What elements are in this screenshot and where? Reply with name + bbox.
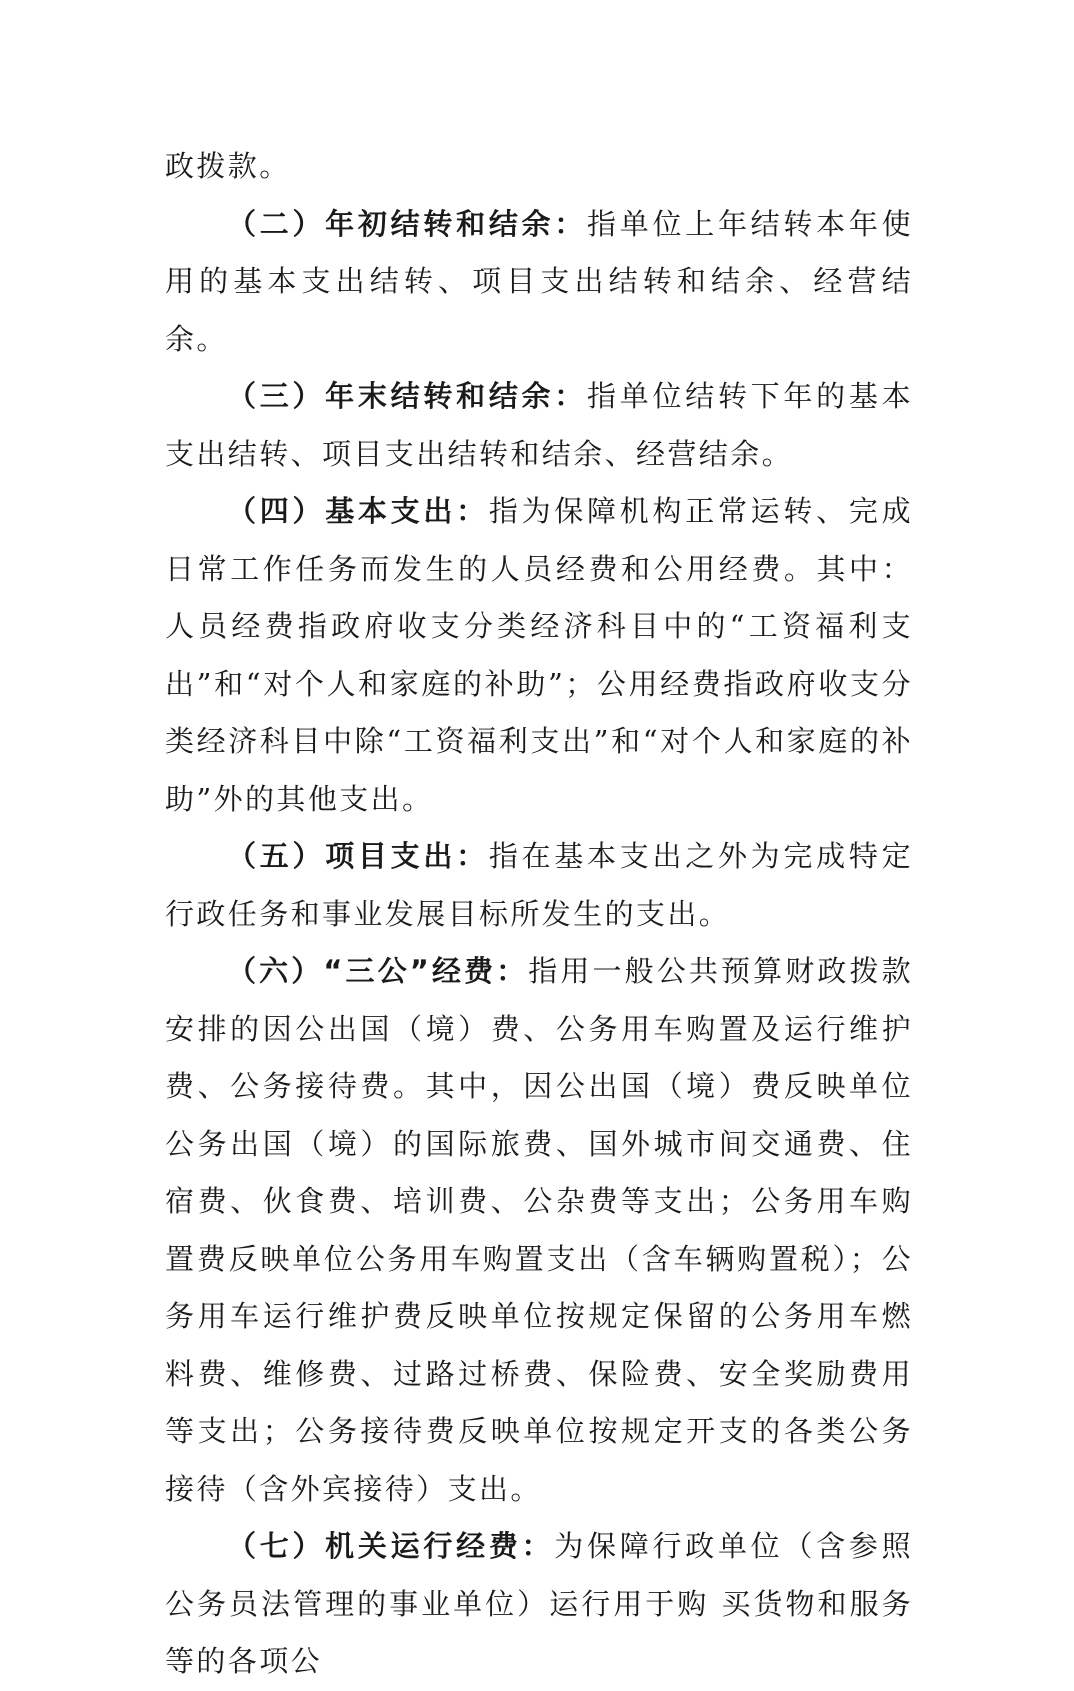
- term-heading: （七）机关运行经费：: [227, 1529, 555, 1563]
- paragraph-continuation: [165, 138, 913, 196]
- paragraph-text: 指单位结转下年的基本支出结转、项目支出结转和结余、经营结余。: [165, 379, 913, 471]
- paragraph-item-4: [165, 483, 913, 828]
- paragraph-text: 指为保障机构正常运转、完成日常工作任务而发生的人员经费和公用经费。其中：人员经费指政府收支分类经济科目中的“工资福利支出”和“对个人和家庭的补助”；公用经费指政府收支分类经济科目中除“工资福利支出”和“对个人和家庭的补助”外的其他支出。: [165, 494, 914, 816]
- paragraph-text: 指用一般公共预算财政拨款安排的因公出国（境）费、公务用车购置及运行维护费、公务接待费。其中，因公出国（境）费反映单位公务出国（境）的国际旅费、国外城市间交通费、住宿费、伙食费、培训费、公杂费等支出；公务用车购置费反映单位公务用车购置支出（含车辆购置税）；公务用车运行维护费反映单位按规定保留的公务用车燃料费、维修费、过路过桥费、保险费、安全奖励费用等支出；公务接待费反映单位按规定开支的各类公务接待（含外宾接待）支出。: [165, 954, 913, 1506]
- paragraph-text: 为保障行政单位（含参照公务员法管理的事业单位）运行用于购 买货物和服务等的各项公: [165, 1529, 913, 1678]
- paragraph-item-7: [165, 1518, 913, 1691]
- term-heading: （四）基本支出：: [227, 494, 489, 528]
- paragraph-item-6: [165, 943, 913, 1518]
- paragraph-text: 指单位上年结转本年使用的基本支出结转、项目支出结转和结余、经营结余。: [165, 206, 913, 356]
- term-heading: （六）“三公”经费：: [227, 954, 529, 988]
- term-heading: （二）年初结转和结余：: [227, 206, 588, 241]
- paragraph-item-5: [165, 828, 913, 943]
- paragraph-text: 政拨款。: [165, 149, 291, 183]
- paragraph-item-3: [165, 368, 913, 483]
- document-page: [165, 138, 913, 1691]
- term-heading: （五）项目支出：: [227, 839, 489, 873]
- paragraph-text: 指在基本支出之外为完成特定行政任务和事业发展目标所发生的支出。: [165, 839, 914, 931]
- term-heading: （三）年末结转和结余：: [227, 379, 588, 413]
- paragraph-item-2: [165, 196, 913, 369]
